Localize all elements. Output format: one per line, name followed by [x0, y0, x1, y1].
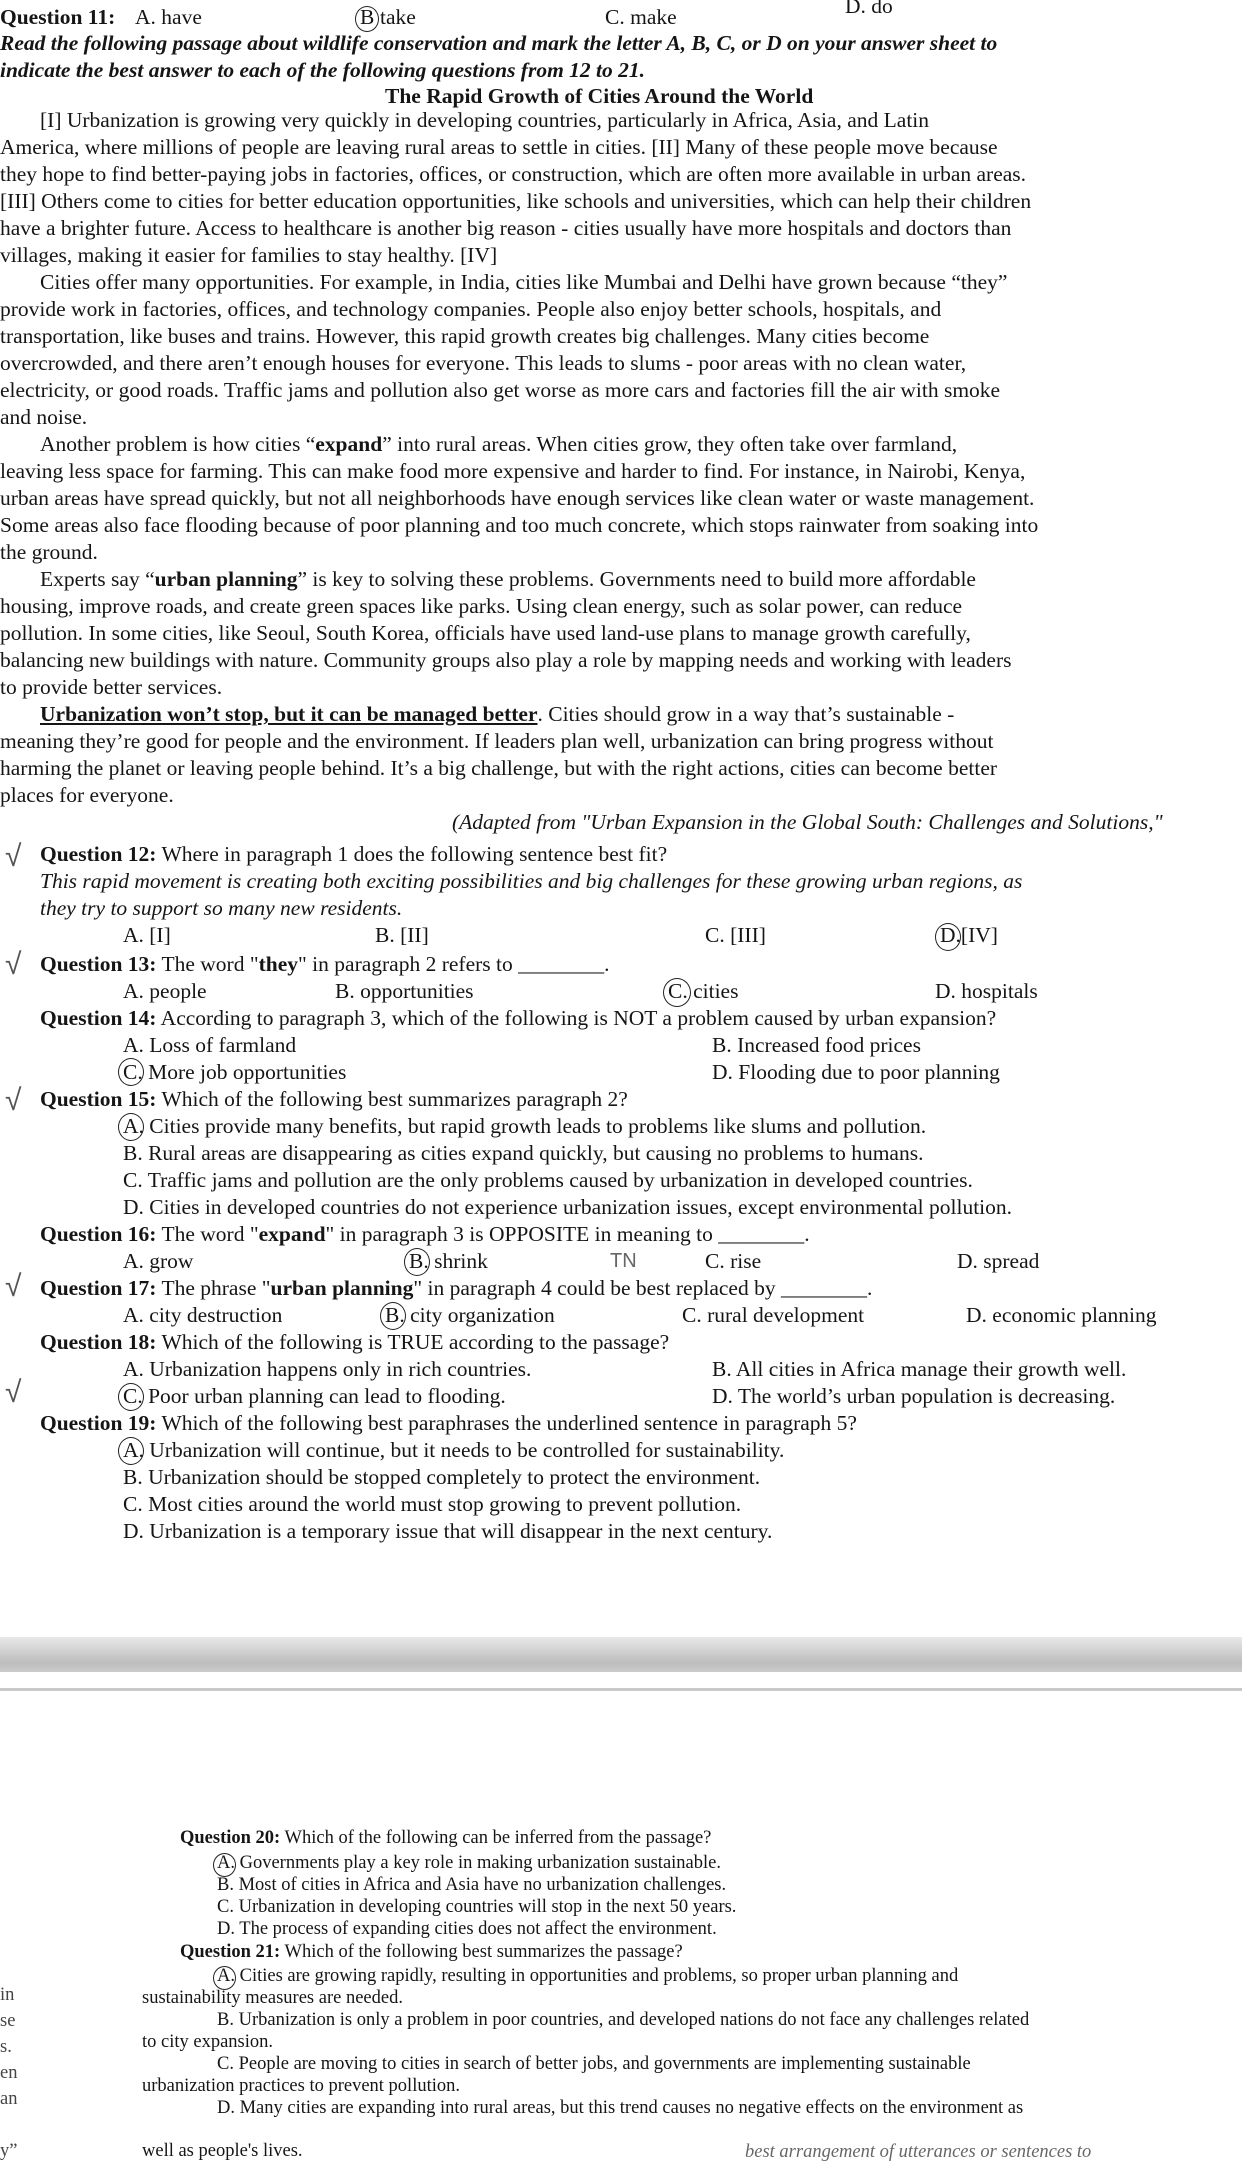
q21-option-a: A. Cities are growing rapidly, resulting in opportunities and problems, so proper urban planning and — [217, 1966, 959, 1986]
passage-line: Experts say “urban planning” is key to solving these problems. Governments need to build more affordable — [40, 567, 976, 591]
passage-line: meaning they’re good for people and the environment. If leaders plan well, urbanization can bring progress without — [0, 729, 994, 753]
q11-option-c: C. make — [605, 5, 677, 29]
q15-option-c: C. Traffic jams and pollution are the only problems caused by urbanization in developed countries. — [123, 1168, 973, 1192]
passage-line: and noise. — [0, 405, 88, 429]
q14-option-c: C. More job opportunities — [123, 1060, 347, 1084]
check-mark: √ — [5, 840, 22, 873]
q11-option-b: take — [380, 5, 416, 29]
q11-option-b-letter: B — [360, 5, 375, 29]
q21-option-d-cont: well as people's lives. — [142, 2141, 303, 2161]
passage-line: Urbanization won’t stop, but it can be managed better. Cities should grow in a way that’s sustainable - — [40, 702, 955, 726]
q13-option-b: B. opportunities — [335, 979, 474, 1003]
q12-stem: Question 12: Where in paragraph 1 does the following sentence best fit? — [40, 842, 668, 866]
q15-option-b: B. Rural areas are disappearing as cities expand quickly, but causing no problems to humans. — [123, 1141, 924, 1165]
passage-line: leaving less space for farming. This can make food more expensive and harder to find. For instance, in Nairobi, Kenya, — [0, 459, 1026, 483]
passage-line: America, where millions of people are leaving rural areas to settle in cities. [II] Many of these people move because — [0, 135, 998, 159]
q20-stem: Question 20: Which of the following can be inferred from the passage? — [180, 1828, 712, 1848]
q11-label: Question 11: — [0, 5, 116, 29]
instructions-line-1: Read the following passage about wildlife conservation and mark the letter A, B, C, or D on your answer sheet to — [0, 31, 998, 55]
passage-line: the ground. — [0, 540, 98, 564]
q13-option-c: C. cities — [668, 979, 739, 1003]
q12-option-d: D.[IV] — [940, 923, 998, 947]
passage-line: harming the planet or leaving people behind. It’s a big challenge, but with the right actions, cities can become better — [0, 756, 998, 780]
margin-fragment: in — [0, 1985, 15, 2005]
q11-option-d: D. do — [845, 0, 893, 18]
margin-fragment: se — [0, 2011, 16, 2031]
q18-stem: Question 18: Which of the following is TRUE according to the passage? — [40, 1330, 670, 1354]
q14-option-a: A. Loss of farmland — [123, 1033, 297, 1057]
passage-line: they hope to find better-paying jobs in factories, offices, or construction, which are often more available in urban areas. — [0, 162, 1027, 186]
passage-line: [I] Urbanization is growing very quickly in developing countries, particularly in Africa, Asia, and Latin — [40, 108, 930, 132]
check-mark: √ — [5, 1084, 22, 1117]
margin-fragment: y” — [0, 2141, 18, 2161]
passage-line: provide work in factories, offices, and technology companies. People also enjoy better schools, hospitals, and — [0, 297, 942, 321]
q21-option-b: B. Urbanization is only a problem in poor countries, and developed nations do not face any challenges related — [217, 2010, 1030, 2030]
q17-option-d: D. economic planning — [966, 1303, 1157, 1327]
q13-option-d: D. hospitals — [935, 979, 1038, 1003]
passage-line: housing, improve roads, and create green spaces like parks. Using clean energy, such as solar power, can reduce — [0, 594, 963, 618]
q14-option-b: B. Increased food prices — [712, 1033, 921, 1057]
q18-option-d: D. The world’s urban population is decreasing. — [712, 1384, 1116, 1408]
q17-option-c: C. rural development — [682, 1303, 865, 1327]
passage-line: overcrowded, and there aren’t enough houses for everyone. This leads to slums - poor areas with no clean water, — [0, 351, 967, 375]
q20-option-c: C. Urbanization in developing countries will stop in the next 50 years. — [217, 1897, 737, 1917]
q19-option-c: C. Most cities around the world must stop growing to prevent pollution. — [123, 1492, 742, 1516]
q16-option-b: B. shrink — [409, 1249, 488, 1273]
word-expand: expand — [315, 432, 383, 456]
q16-option-a: A. grow — [123, 1249, 194, 1273]
q21-option-c-cont: urbanization practices to prevent pollution. — [142, 2076, 460, 2096]
passage-line: pollution. In some cities, like Seoul, South Korea, officials have used land-use plans to manage growth carefully, — [0, 621, 971, 645]
passage-line: Cities offer many opportunities. For example, in India, cities like Mumbai and Delhi have grown because “they” — [40, 270, 1008, 294]
passage-line: to provide better services. — [0, 675, 223, 699]
q21-option-c: C. People are moving to cities in search of better jobs, and governments are implementing sustainable — [217, 2054, 971, 2074]
handwritten-note: TN — [610, 1250, 637, 1272]
margin-fragment: an — [0, 2089, 18, 2109]
q20-option-a: A. Governments play a key role in making urbanization sustainable. — [217, 1853, 721, 1873]
phrase-urban-planning: urban planning — [154, 567, 298, 591]
q21-option-b-cont: to city expansion. — [142, 2032, 274, 2052]
bottom-fragment: best arrangement of utterances or sentences to — [745, 2142, 1092, 2162]
passage-line: [III] Others come to cities for better education opportunities, like schools and universities, which can help their children — [0, 189, 1032, 213]
sheet-edge — [0, 1688, 1242, 1691]
q20-option-d: D. The process of expanding cities does not affect the environment. — [217, 1919, 717, 1939]
q18-option-c: C. Poor urban planning can lead to flooding. — [123, 1384, 506, 1408]
q17-option-b: B. city organization — [385, 1303, 555, 1327]
passage-line: balancing new buildings with nature. Community groups also play a role by mapping needs and working with leaders — [0, 648, 1012, 672]
passage-line: have a brighter future. Access to healthcare is another big reason - cities usually have more hospitals and doctors than — [0, 216, 1012, 240]
check-mark: √ — [5, 948, 22, 981]
passage-source: (Adapted from "Urban Expansion in the Global South: Challenges and Solutions," — [452, 810, 1163, 834]
q18-option-b: B. All cities in Africa manage their growth well. — [712, 1357, 1127, 1381]
instructions-line-2: indicate the best answer to each of the following questions from 12 to 21. — [0, 58, 646, 82]
q15-option-a: A. Cities provide many benefits, but rapid growth leads to problems like slums and pollution. — [123, 1114, 927, 1138]
q19-option-d: D. Urbanization is a temporary issue that will disappear in the next century. — [123, 1519, 773, 1543]
q12-option-c: C. [III] — [705, 923, 766, 947]
q19-option-a: A. Urbanization will continue, but it needs to be controlled for sustainability. — [123, 1438, 785, 1462]
passage-line: Some areas also face flooding because of poor planning and too much concrete, which stops rainwater from soaking into — [0, 513, 1039, 537]
q12-quote-line-2: they try to support so many new residents. — [40, 896, 403, 920]
passage-line: Another problem is how cities “expand” into rural areas. When cities grow, they often take over farmland, — [40, 432, 958, 456]
q17-stem: Question 17: The phrase "urban planning" in paragraph 4 could be best replaced by ________. — [40, 1276, 873, 1300]
passage-line: places for everyone. — [0, 783, 174, 807]
q11-option-a: A. have — [135, 5, 202, 29]
check-mark: √ — [5, 1376, 22, 1409]
passage-line: transportation, like buses and trains. However, this rapid growth creates big challenges. Many cities become — [0, 324, 930, 348]
passage-line: villages, making it easier for families to stay healthy. [IV] — [0, 243, 498, 267]
q21-option-d: D. Many cities are expanding into rural areas, but this trend causes no negative effects on the environment as — [217, 2098, 1024, 2118]
q14-stem: Question 14: According to paragraph 3, which of the following is NOT a problem caused by urban expansion? — [40, 1006, 997, 1030]
q13-option-a: A. people — [123, 979, 207, 1003]
passage-line: electricity, or good roads. Traffic jams and pollution also get worse as more cars and factories fill the air with smoke — [0, 378, 1001, 402]
margin-fragment: s. — [0, 2037, 12, 2057]
q16-option-d: D. spread — [957, 1249, 1040, 1273]
q16-stem: Question 16: The word "expand" in paragraph 3 is OPPOSITE in meaning to ________. — [40, 1222, 810, 1246]
passage-line: urban areas have spread quickly, but not all neighborhoods have enough services like clean water or waste management. — [0, 486, 1035, 510]
q20-option-b: B. Most of cities in Africa and Asia have no urbanization challenges. — [217, 1875, 727, 1895]
underlined-sentence: Urbanization won’t stop, but it can be managed better — [40, 702, 538, 726]
q15-option-d: D. Cities in developed countries do not experience urbanization issues, except environmental pollution. — [123, 1195, 1013, 1219]
q19-stem: Question 19: Which of the following best paraphrases the underlined sentence in paragraph 5? — [40, 1411, 857, 1435]
q18-option-a: A. Urbanization happens only in rich countries. — [123, 1357, 532, 1381]
margin-fragment: en — [0, 2063, 18, 2083]
q17-option-a: A. city destruction — [123, 1303, 283, 1327]
check-mark: √ — [5, 1270, 22, 1303]
q16-option-c: C. rise — [705, 1249, 762, 1273]
passage-title: The Rapid Growth of Cities Around the World — [385, 84, 814, 108]
q21-stem: Question 21: Which of the following best summarizes the passage? — [180, 1942, 683, 1962]
q12-quote-line-1: This rapid movement is creating both exciting possibilities and big challenges for these growing urban regions, as — [40, 869, 1023, 893]
q13-stem: Question 13: The word "they" in paragraph 2 refers to ________. — [40, 952, 610, 976]
q19-option-b: B. Urbanization should be stopped completely to protect the environment. — [123, 1465, 761, 1489]
q15-stem: Question 15: Which of the following best summarizes paragraph 2? — [40, 1087, 628, 1111]
q12-option-b: B. [II] — [375, 923, 429, 947]
q14-option-d: D. Flooding due to poor planning — [712, 1060, 1000, 1084]
q21-option-a-cont: sustainability measures are needed. — [142, 1988, 403, 2008]
q12-option-a: A. [I] — [123, 923, 171, 947]
